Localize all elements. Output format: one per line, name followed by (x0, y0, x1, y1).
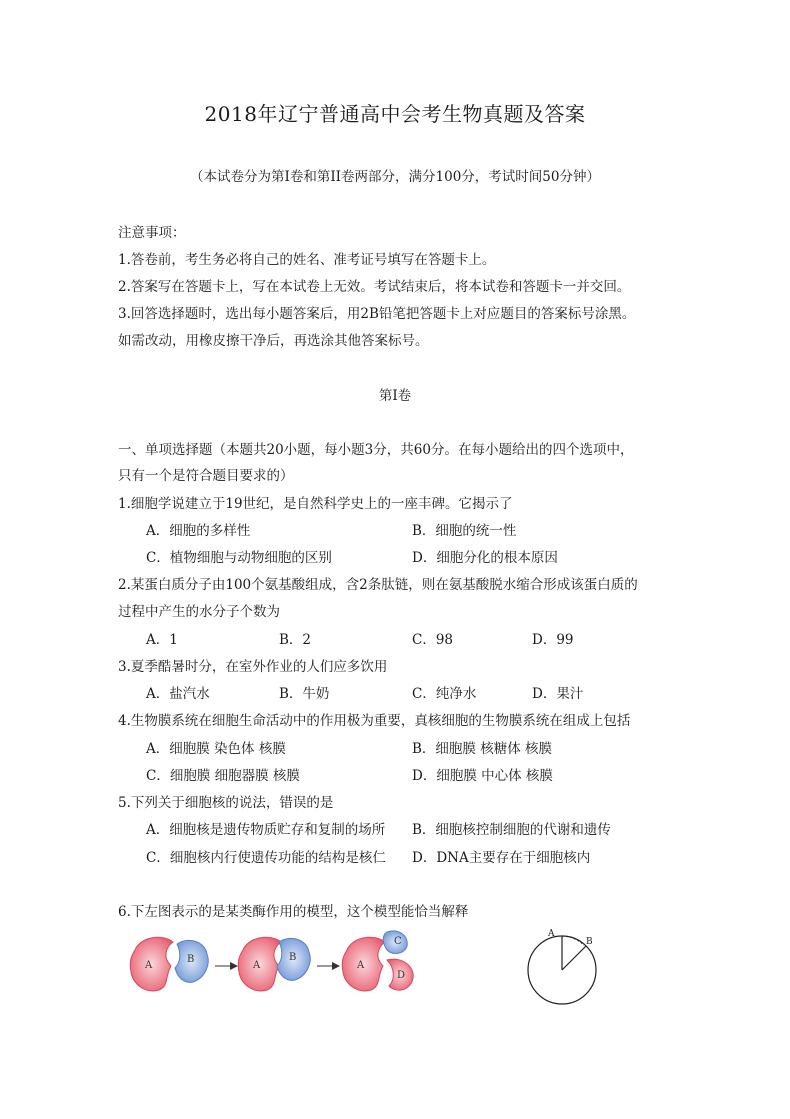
enzyme-label: A (253, 960, 261, 971)
question-4-stem: 4.生物膜系统在细胞生命活动中的作用极为重要，真核细胞的生物膜系统在组成上包括 (118, 713, 631, 729)
q4-option-a: A．细胞膜 染色体 核膜 (146, 741, 286, 757)
q5-option-b: B．细胞核控制细胞的代谢和遗传 (412, 822, 611, 838)
q5-option-d: D．DNA主要存在于细胞核内 (412, 850, 591, 866)
note-item: 1.答卷前，考生务必将自己的姓名、准考证号填写在答题卡上。 (118, 252, 496, 268)
q2-option-a: A．1 (146, 632, 178, 648)
q3-option-a: A．盐汽水 (146, 686, 210, 702)
q4-option-d: D．细胞膜 中心体 核膜 (412, 768, 553, 784)
q5-option-c: C．细胞核内行使遗传功能的结构是核仁 (146, 850, 386, 866)
exam-subtitle: （本试卷分为第Ⅰ卷和第II卷两部分，满分100分，考试时间50分钟） (190, 169, 600, 185)
note-item: 3.回答选择题时，选出每小题答案后，用2B铅笔把答题卡上对应题目的答案标号涂黑。 (118, 306, 636, 322)
q1-option-d: D．细胞分化的根本原因 (412, 550, 558, 566)
q3-option-c: C．纯净水 (412, 686, 477, 702)
note-item: 2.答案写在答题卡上，写在本试卷上无效。考试结束后，将本试卷和答题卡一并交回。 (118, 279, 631, 295)
enzyme-label: A (145, 960, 153, 971)
question-5-stem: 5.下列关于细胞核的说法，错误的是 (118, 795, 334, 811)
product-d-label: D (397, 970, 406, 981)
q2-option-b: B．2 (279, 632, 312, 648)
enzyme-stage-1 (130, 937, 208, 991)
section-title: 第Ⅰ卷 (378, 388, 412, 404)
product-c-label: C (394, 936, 402, 947)
enzyme-stage-2 (238, 937, 310, 991)
q2-option-c: C．98 (412, 632, 454, 648)
part-instructions-cont: 只有一个是符合题目要求的） (118, 468, 294, 484)
page-title: 2018年辽宁普通高中会考生物真题及答案 (204, 102, 586, 126)
enzyme-stage-3 (342, 931, 413, 991)
q1-option-b: B．细胞的统一性 (412, 523, 517, 539)
enzyme-label: A (357, 960, 365, 971)
question-6-stem: 6.下左图表示的是某类酶作用的模型，这个模型能恰当解释 (118, 904, 469, 920)
q1-option-a: A．细胞的多样性 (146, 523, 251, 539)
q4-option-b: B．细胞膜 核糖体 核膜 (412, 741, 553, 757)
q2-option-d: D．99 (532, 632, 574, 648)
question-1-stem: 1.细胞学说建立于19世纪，是自然科学史上的一座丰碑。它揭示了 (118, 496, 513, 512)
question-2-stem-cont: 过程中产生的水分子个数为 (118, 604, 280, 620)
circle-figure (520, 926, 610, 1006)
q5-option-a: A．细胞核是遗传物质贮存和复制的场所 (146, 822, 386, 838)
enzyme-model-figure (125, 928, 425, 1000)
substrate-label: B (289, 952, 297, 963)
part-instructions: 一、单项选择题（本题共20小题，每小题3分，共60分。在每小题给出的四个选项中， (118, 442, 634, 458)
q4-option-c: C．细胞膜 细胞器膜 核膜 (146, 768, 300, 784)
question-3-stem: 3.夏季酷暑时分，在室外作业的人们应多饮用 (118, 659, 388, 675)
circle-label-a: A (548, 929, 555, 939)
question-2-stem: 2.某蛋白质分子由100个氨基酸组成，含2条肽链，则在氨基酸脱水缩合形成该蛋白质的 (118, 577, 638, 593)
circle-label-b: B (586, 937, 593, 947)
q1-option-c: C．植物细胞与动物细胞的区别 (146, 550, 332, 566)
q3-option-b: B．牛奶 (279, 686, 330, 702)
note-item: 如需改动，用橡皮擦干净后，再选涂其他答案标号。 (118, 333, 429, 349)
substrate-label: B (187, 954, 195, 965)
q3-option-d: D．果汁 (532, 686, 584, 702)
notes-heading: 注意事项： (118, 225, 186, 241)
